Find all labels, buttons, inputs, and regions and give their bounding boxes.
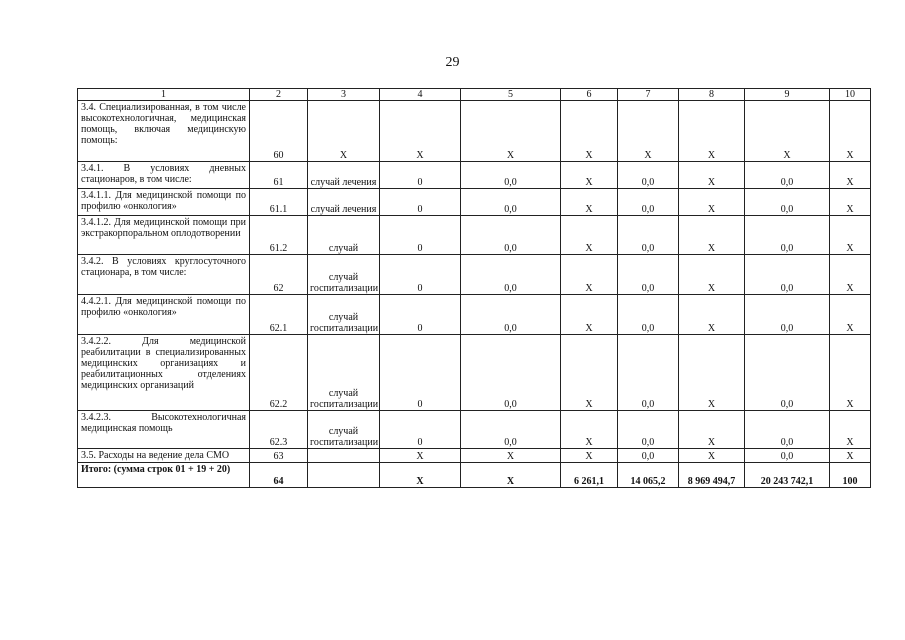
- table-cell: 0,0: [745, 449, 830, 463]
- table-cell: 0,0: [461, 255, 561, 295]
- row-label-cell: Итого: (сумма строк 01 + 19 + 20): [78, 463, 250, 488]
- table-cell: 0,0: [618, 162, 679, 189]
- row-label-cell: 3.4.2.3. Высокотехнологичная медицинская помощь: [78, 411, 250, 449]
- table-cell: случай госпитализации: [308, 335, 380, 411]
- table-cell: [308, 463, 380, 488]
- table-cell: Х: [679, 189, 745, 216]
- table-cell: 62.1: [250, 295, 308, 335]
- column-header-cell: 6: [561, 89, 618, 101]
- table-cell: Х: [561, 189, 618, 216]
- table-cell: случай госпитализации: [308, 255, 380, 295]
- table-cell: Х: [830, 335, 871, 411]
- table-cell: 0,0: [745, 411, 830, 449]
- table-cell: 0,0: [745, 162, 830, 189]
- table-total-row: [78, 463, 871, 488]
- table-cell: случай лечения: [308, 162, 380, 189]
- table-cell: Х: [308, 101, 380, 162]
- row-label-cell: 3.4.1.1. Для медицинской помощи по профилю «онкология»: [78, 189, 250, 216]
- column-header-cell: 5: [461, 89, 561, 101]
- table-cell: Х: [461, 449, 561, 463]
- table-cell: 0: [380, 411, 461, 449]
- table-cell: Х: [561, 449, 618, 463]
- table-cell: 0,0: [618, 295, 679, 335]
- table-cell: Х: [561, 162, 618, 189]
- table-cell: [308, 449, 380, 463]
- table-cell: Х: [561, 411, 618, 449]
- table-cell: 62: [250, 255, 308, 295]
- table-cell: 0: [380, 255, 461, 295]
- table-cell: 0,0: [461, 411, 561, 449]
- table-cell: 0,0: [618, 189, 679, 216]
- table-cell: Х: [679, 411, 745, 449]
- table-cell: 0,0: [745, 189, 830, 216]
- table-cell: Х: [679, 449, 745, 463]
- column-header-cell: 10: [830, 89, 871, 101]
- table-cell: 100: [830, 463, 871, 488]
- table-cell: Х: [380, 463, 461, 488]
- table-row: [78, 162, 871, 189]
- table-cell: Х: [745, 101, 830, 162]
- column-header-cell: 3: [308, 89, 380, 101]
- row-label-cell: 3.5. Расходы на ведение дела СМО: [78, 449, 250, 463]
- table-cell: Х: [679, 295, 745, 335]
- table-cell: 20 243 742,1: [745, 463, 830, 488]
- table-cell: 0: [380, 189, 461, 216]
- table-cell: Х: [561, 295, 618, 335]
- table-row: [78, 449, 871, 463]
- row-label-cell: 4.4.2.1. Для медицинской помощи по профилю «онкология»: [78, 295, 250, 335]
- table-cell: Х: [561, 216, 618, 255]
- table-cell: Х: [380, 449, 461, 463]
- table-cell: Х: [830, 101, 871, 162]
- table-cell: 0: [380, 335, 461, 411]
- column-header-cell: 1: [78, 89, 250, 101]
- table-cell: 0: [380, 216, 461, 255]
- table-cell: Х: [679, 101, 745, 162]
- row-label-cell: 3.4.1. В условиях дневных стационаров, в том числе:: [78, 162, 250, 189]
- data-table: [77, 88, 871, 488]
- table-cell: Х: [679, 335, 745, 411]
- table-cell: Х: [618, 101, 679, 162]
- table-cell: 0,0: [618, 216, 679, 255]
- table-cell: 63: [250, 449, 308, 463]
- table-cell: случай: [308, 216, 380, 255]
- table-cell: Х: [830, 189, 871, 216]
- table-cell: Х: [561, 335, 618, 411]
- table-cell: Х: [561, 101, 618, 162]
- table-row: [78, 101, 871, 162]
- table-row: [78, 411, 871, 449]
- column-header-cell: 4: [380, 89, 461, 101]
- table-header-row: [78, 89, 871, 101]
- table-cell: 0,0: [461, 216, 561, 255]
- row-label-cell: 3.4.2.2. Для медицинской реабилитации в специализированных медицинских организациях и реабилитационных отделениях медицинских организаций: [78, 335, 250, 411]
- table-cell: 0: [380, 295, 461, 335]
- table-cell: Х: [830, 216, 871, 255]
- table-cell: 0,0: [745, 255, 830, 295]
- table-cell: 60: [250, 101, 308, 162]
- table-row: [78, 189, 871, 216]
- table-cell: Х: [561, 255, 618, 295]
- table-cell: Х: [830, 411, 871, 449]
- table-cell: 62.2: [250, 335, 308, 411]
- table-cell: Х: [830, 295, 871, 335]
- column-header-cell: 8: [679, 89, 745, 101]
- table-cell: 0,0: [745, 335, 830, 411]
- row-label-cell: 3.4.1.2. Для медицинской помощи при экстракорпоральном оплодотворении: [78, 216, 250, 255]
- table-cell: 62.3: [250, 411, 308, 449]
- table-cell: 0,0: [461, 295, 561, 335]
- column-header-cell: 7: [618, 89, 679, 101]
- table-cell: Х: [830, 162, 871, 189]
- table-cell: Х: [830, 255, 871, 295]
- table-cell: 0,0: [745, 295, 830, 335]
- table-cell: 0,0: [745, 216, 830, 255]
- table-cell: Х: [830, 449, 871, 463]
- table-cell: 0,0: [618, 335, 679, 411]
- table-cell: 0,0: [461, 162, 561, 189]
- table-cell: Х: [679, 255, 745, 295]
- table-cell: 0,0: [461, 335, 561, 411]
- table-cell: 64: [250, 463, 308, 488]
- table-cell: Х: [461, 101, 561, 162]
- column-header-cell: 9: [745, 89, 830, 101]
- table-cell: случай лечения: [308, 189, 380, 216]
- table-row: [78, 216, 871, 255]
- row-label-cell: 3.4.2. В условиях круглосуточного стационара, в том числе:: [78, 255, 250, 295]
- page-number: 29: [445, 55, 460, 70]
- table-cell: 0,0: [618, 449, 679, 463]
- table-cell: Х: [461, 463, 561, 488]
- table-cell: 0,0: [618, 255, 679, 295]
- table-cell: 8 969 494,7: [679, 463, 745, 488]
- table-cell: 0,0: [461, 189, 561, 216]
- table-cell: 6 261,1: [561, 463, 618, 488]
- table-row: [78, 255, 871, 295]
- table-cell: случай госпитализации: [308, 295, 380, 335]
- column-header-cell: 2: [250, 89, 308, 101]
- table-cell: 61.2: [250, 216, 308, 255]
- table-cell: 61: [250, 162, 308, 189]
- table-cell: Х: [679, 216, 745, 255]
- table-cell: 0: [380, 162, 461, 189]
- table-cell: Х: [679, 162, 745, 189]
- table-cell: 61.1: [250, 189, 308, 216]
- table-cell: Х: [380, 101, 461, 162]
- table-row: [78, 295, 871, 335]
- table-row: [78, 335, 871, 411]
- row-label-cell: 3.4. Специализированная, в том числе высокотехнологичная, медицинская помощь, включая медицинскую помощь:: [78, 101, 250, 162]
- table-cell: случай госпитализации: [308, 411, 380, 449]
- table-cell: 0,0: [618, 411, 679, 449]
- table-cell: 14 065,2: [618, 463, 679, 488]
